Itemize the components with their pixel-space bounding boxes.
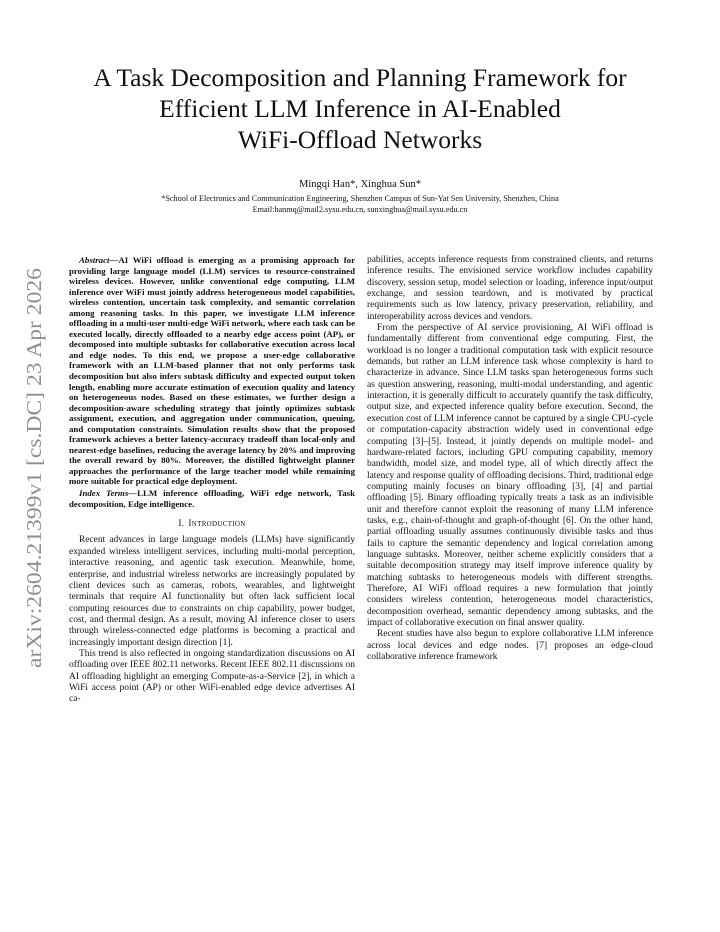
index-terms bbox=[69, 488, 355, 509]
email: Email:hanmq@mail2.sysu.edu.cn, sunxinghua@mail.sysu.edu.cn bbox=[252, 205, 468, 214]
paragraph: Recent studies have also begun to explore collaborative LLM inference across local devices and edge nodes. [7] proposes an edge-cloud collaborative inference framework bbox=[367, 629, 653, 663]
abstract-label: Abstract bbox=[79, 255, 110, 265]
abstract bbox=[69, 255, 355, 487]
index-terms-text: —LLM inference offloading, WiFi edge network, Task decomposition, Edge intelligence. bbox=[69, 488, 355, 509]
section-heading bbox=[69, 519, 355, 530]
left-column bbox=[69, 255, 355, 706]
index-terms-label: Index Terms bbox=[79, 488, 129, 499]
arxiv-stamp bbox=[14, 258, 52, 678]
title-line: A Task Decomposition and Planning Framework for bbox=[93, 63, 627, 92]
paragraph: pabilities, accepts inference requests from constrained clients, and returns inference results. The envisioned service workflow includes capability discovery, session setup, model selection or loading, inference input/output exchange, and session teardown, and is motivated by practical requirements such as low latency, privacy preservation, reliability, and interoperability across devices and vendors. bbox=[367, 255, 653, 322]
abstract-text: —AI WiFi offload is emerging as a promising approach for providing large language model (LLM) services to resource-constrained wireless devices. However, unlike conventional edge computing, LLM inference over WiFi must jointly address heterogeneous model capabilities, wireless contention, uncertain task complexity, and semantic correlation among reasoning tasks. In this paper, we investigate LLM inference offloading in a multi-user multi-edge WiFi network, where each task can be executed locally, directly offloaded to a nearby edge access point (AP), or decomposed into multiple subtasks for collaborative execution across local and edge nodes. To this end, we propose a user-edge collaborative framework with an LLM-based planner that not only performs task decomposition but also infers subtask difficulty and expected output token length, enabling more accurate estimation of execution quality and latency on heterogeneous nodes. Based on these estimates, we further design a decomposition-aware scheduling strategy that jointly optimizes subtask assignment, execution, and aggregation under communication, queuing, and computation constraints. Simulation results show that the proposed framework achieves a better latency-accuracy tradeoff than local-only and nearest-edge baselines, reducing the average latency by 20% and improving the overall reward by 80%. Moreover, the distilled lightweight planner approaches the performance of the large teacher model while remaining more suitable for practical edge deployment. bbox=[69, 255, 355, 487]
paper-title bbox=[40, 62, 680, 155]
arxiv-stamp-text: arXiv:2604.21399v1 [cs.DC] 23 Apr 2026 bbox=[22, 312, 46, 668]
paragraph: From the perspective of AI service provisioning, AI WiFi offload is fundamentally different from conventional edge computing. First, the workload is no longer a traditional computation task with explicit resource demands, but rather an LLM inference task whose complexity is hard to characterize in advance. Since LLM tasks span heterogeneous forms such as question answering, reasoning, multi-modal understanding, and agentic interaction, it is generally difficult to accurately quantify the task difficulty, output size, and expected inference quality before execution. Second, the execution cost of LLM inference cannot be captured by a single CPU-cycle or computation-capacity abstraction widely used in conventional edge computing [3]–[5]. Instead, it jointly depends on multiple model- and hardware-related factors, including GPU computing capability, memory bandwidth, model size, and model type, all of which directly affect the latency and response quality of offloading decisions. Third, traditional edge computing mainly focuses on binary offloading [3], [4] and partial offloading [5]. Binary offloading typically treats a task as an indivisible unit and therefore cannot exploit the reasoning of many LLM inference tasks, e.g., chain-of-thought and graph-of-thought [6]. On the other hand, partial offloading usually assumes continuously divisible tasks and thus fails to capture the semantic dependency and logical correlation among language subtasks. Moreover, neither scheme explicitly considers that a suitable decomposition strategy may itself improve inference quality by matching subtasks to heterogeneous models with different strengths. Therefore, AI WiFi offload requires a new formulation that jointly considers wireless contention, heterogeneous model characteristics, decomposition overhead, semantic dependency among subtasks, and the impact of collaborative execution on final answer quality. bbox=[367, 323, 653, 628]
paragraph: Recent advances in large language models (LLMs) have significantly expanded wireless intelligent services, including multi-modal perception, interactive reasoning, and agentic task execution. Meanwhile, home, enterprise, and industrial wireless networks are increasingly populated by client devices such as cameras, robots, wearables, and lightweight terminals that require AI functionality but often lack sufficient local computing resources due to constraints on chip capability, power budget, cost, and thermal design. As a result, moving AI inference closer to users through wireless-connected edge platforms is becoming a practical and increasingly important design direction [1]. bbox=[69, 535, 355, 648]
title-line: WiFi-Offload Networks bbox=[237, 125, 483, 154]
right-column bbox=[367, 255, 653, 663]
affiliation-block bbox=[40, 193, 680, 215]
affiliation: *School of Electronics and Communication Engineering, Shenzhen Campus of Sun-Yat Sen University, Shenzhen, China bbox=[161, 194, 559, 203]
section-number: I. bbox=[178, 519, 185, 530]
section-title: Introduction bbox=[188, 519, 246, 530]
paragraph: This trend is also reflected in ongoing standardization discussions on AI offloading over IEEE 802.11 networks. Recent IEEE 802.11 discussions on AI offloading highlight an emerging Compute-as-a-Service [2], in which a WiFi access point (AP) or other WiFi-enabled edge device advertises AI ca- bbox=[69, 648, 355, 705]
author-list: Mingqi Han*, Xinghua Sun* bbox=[299, 179, 421, 190]
title-line: Efficient LLM Inference in AI-Enabled bbox=[159, 94, 561, 123]
